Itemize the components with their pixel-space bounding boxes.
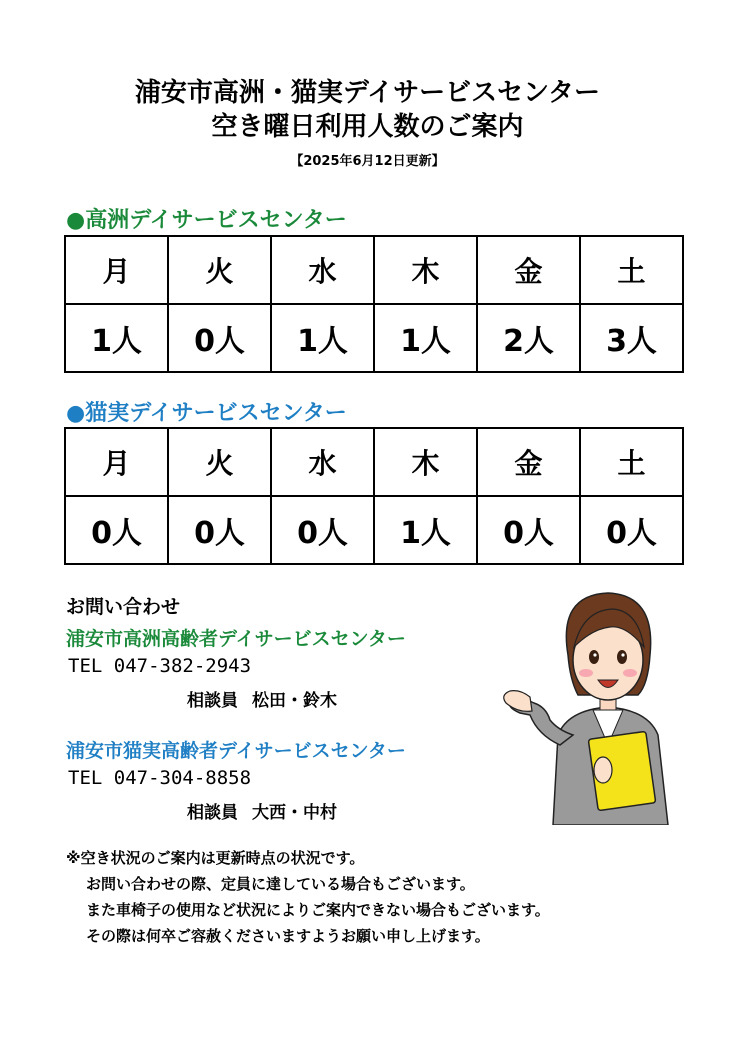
count-tue: 0人: [168, 304, 271, 372]
day-sat: 土: [580, 236, 683, 304]
schedule-table-takasu: [64, 235, 684, 373]
tel-takasu: TEL 047-382-2943: [68, 655, 252, 677]
count-sat: 3人: [580, 304, 683, 372]
note-line: その際は何卒ご容赦くださいますようお願い申し上げます。: [86, 927, 490, 945]
staff-label: 相談員: [187, 691, 238, 711]
day-mon: 月: [65, 428, 168, 496]
title-line-2: 空き曜日利用人数のご案内: [211, 112, 524, 142]
page-title: [0, 76, 735, 144]
note-line: ※空き状況のご案内は更新時点の状況です。: [66, 849, 365, 867]
title-line-1: 浦安市高洲・猫実デイサービスセンター: [134, 78, 601, 108]
note-line: お問い合わせの際、定員に達している場合もございます。: [86, 875, 475, 893]
schedule-table-nekozane: [64, 427, 684, 565]
count-fri: 2人: [477, 304, 580, 372]
day-wed: 水: [271, 428, 374, 496]
day-mon: 月: [65, 236, 168, 304]
day-tue: 火: [168, 428, 271, 496]
staff-names: 松田・鈴木: [252, 691, 337, 711]
staff-names: 大西・中村: [252, 803, 337, 823]
contact-heading: お問い合わせ: [66, 596, 181, 618]
tel-nekozane: TEL 047-304-8858: [68, 767, 252, 789]
section-title-takasu: ●高洲デイサービスセンター: [66, 208, 347, 233]
day-wed: 水: [271, 236, 374, 304]
count-tue: 0人: [168, 496, 271, 564]
count-mon: 1人: [65, 304, 168, 372]
count-thu: 1人: [374, 496, 477, 564]
count-mon: 0人: [65, 496, 168, 564]
count-fri: 0人: [477, 496, 580, 564]
day-fri: 金: [477, 428, 580, 496]
day-thu: 木: [374, 236, 477, 304]
staff-takasu: [187, 686, 337, 711]
note-line: また車椅子の使用など状況によりご案内できない場合もございます。: [86, 901, 550, 919]
day-sat: 土: [580, 428, 683, 496]
staff-label: 相談員: [187, 803, 238, 823]
section-title-nekozane: ●猫実デイサービスセンター: [66, 401, 347, 426]
notes: [66, 845, 550, 949]
day-thu: 木: [374, 428, 477, 496]
updated-date: 【2025年6月12日更新】: [290, 154, 445, 169]
count-sat: 0人: [580, 496, 683, 564]
count-wed: 0人: [271, 496, 374, 564]
org-name-takasu: 浦安市高洲高齢者デイサービスセンター: [66, 628, 406, 650]
day-fri: 金: [477, 236, 580, 304]
staff-illustration: [498, 585, 673, 825]
staff-nekozane: [187, 798, 337, 823]
day-tue: 火: [168, 236, 271, 304]
count-wed: 1人: [271, 304, 374, 372]
org-name-nekozane: 浦安市猫実高齢者デイサービスセンター: [66, 740, 406, 762]
count-thu: 1人: [374, 304, 477, 372]
